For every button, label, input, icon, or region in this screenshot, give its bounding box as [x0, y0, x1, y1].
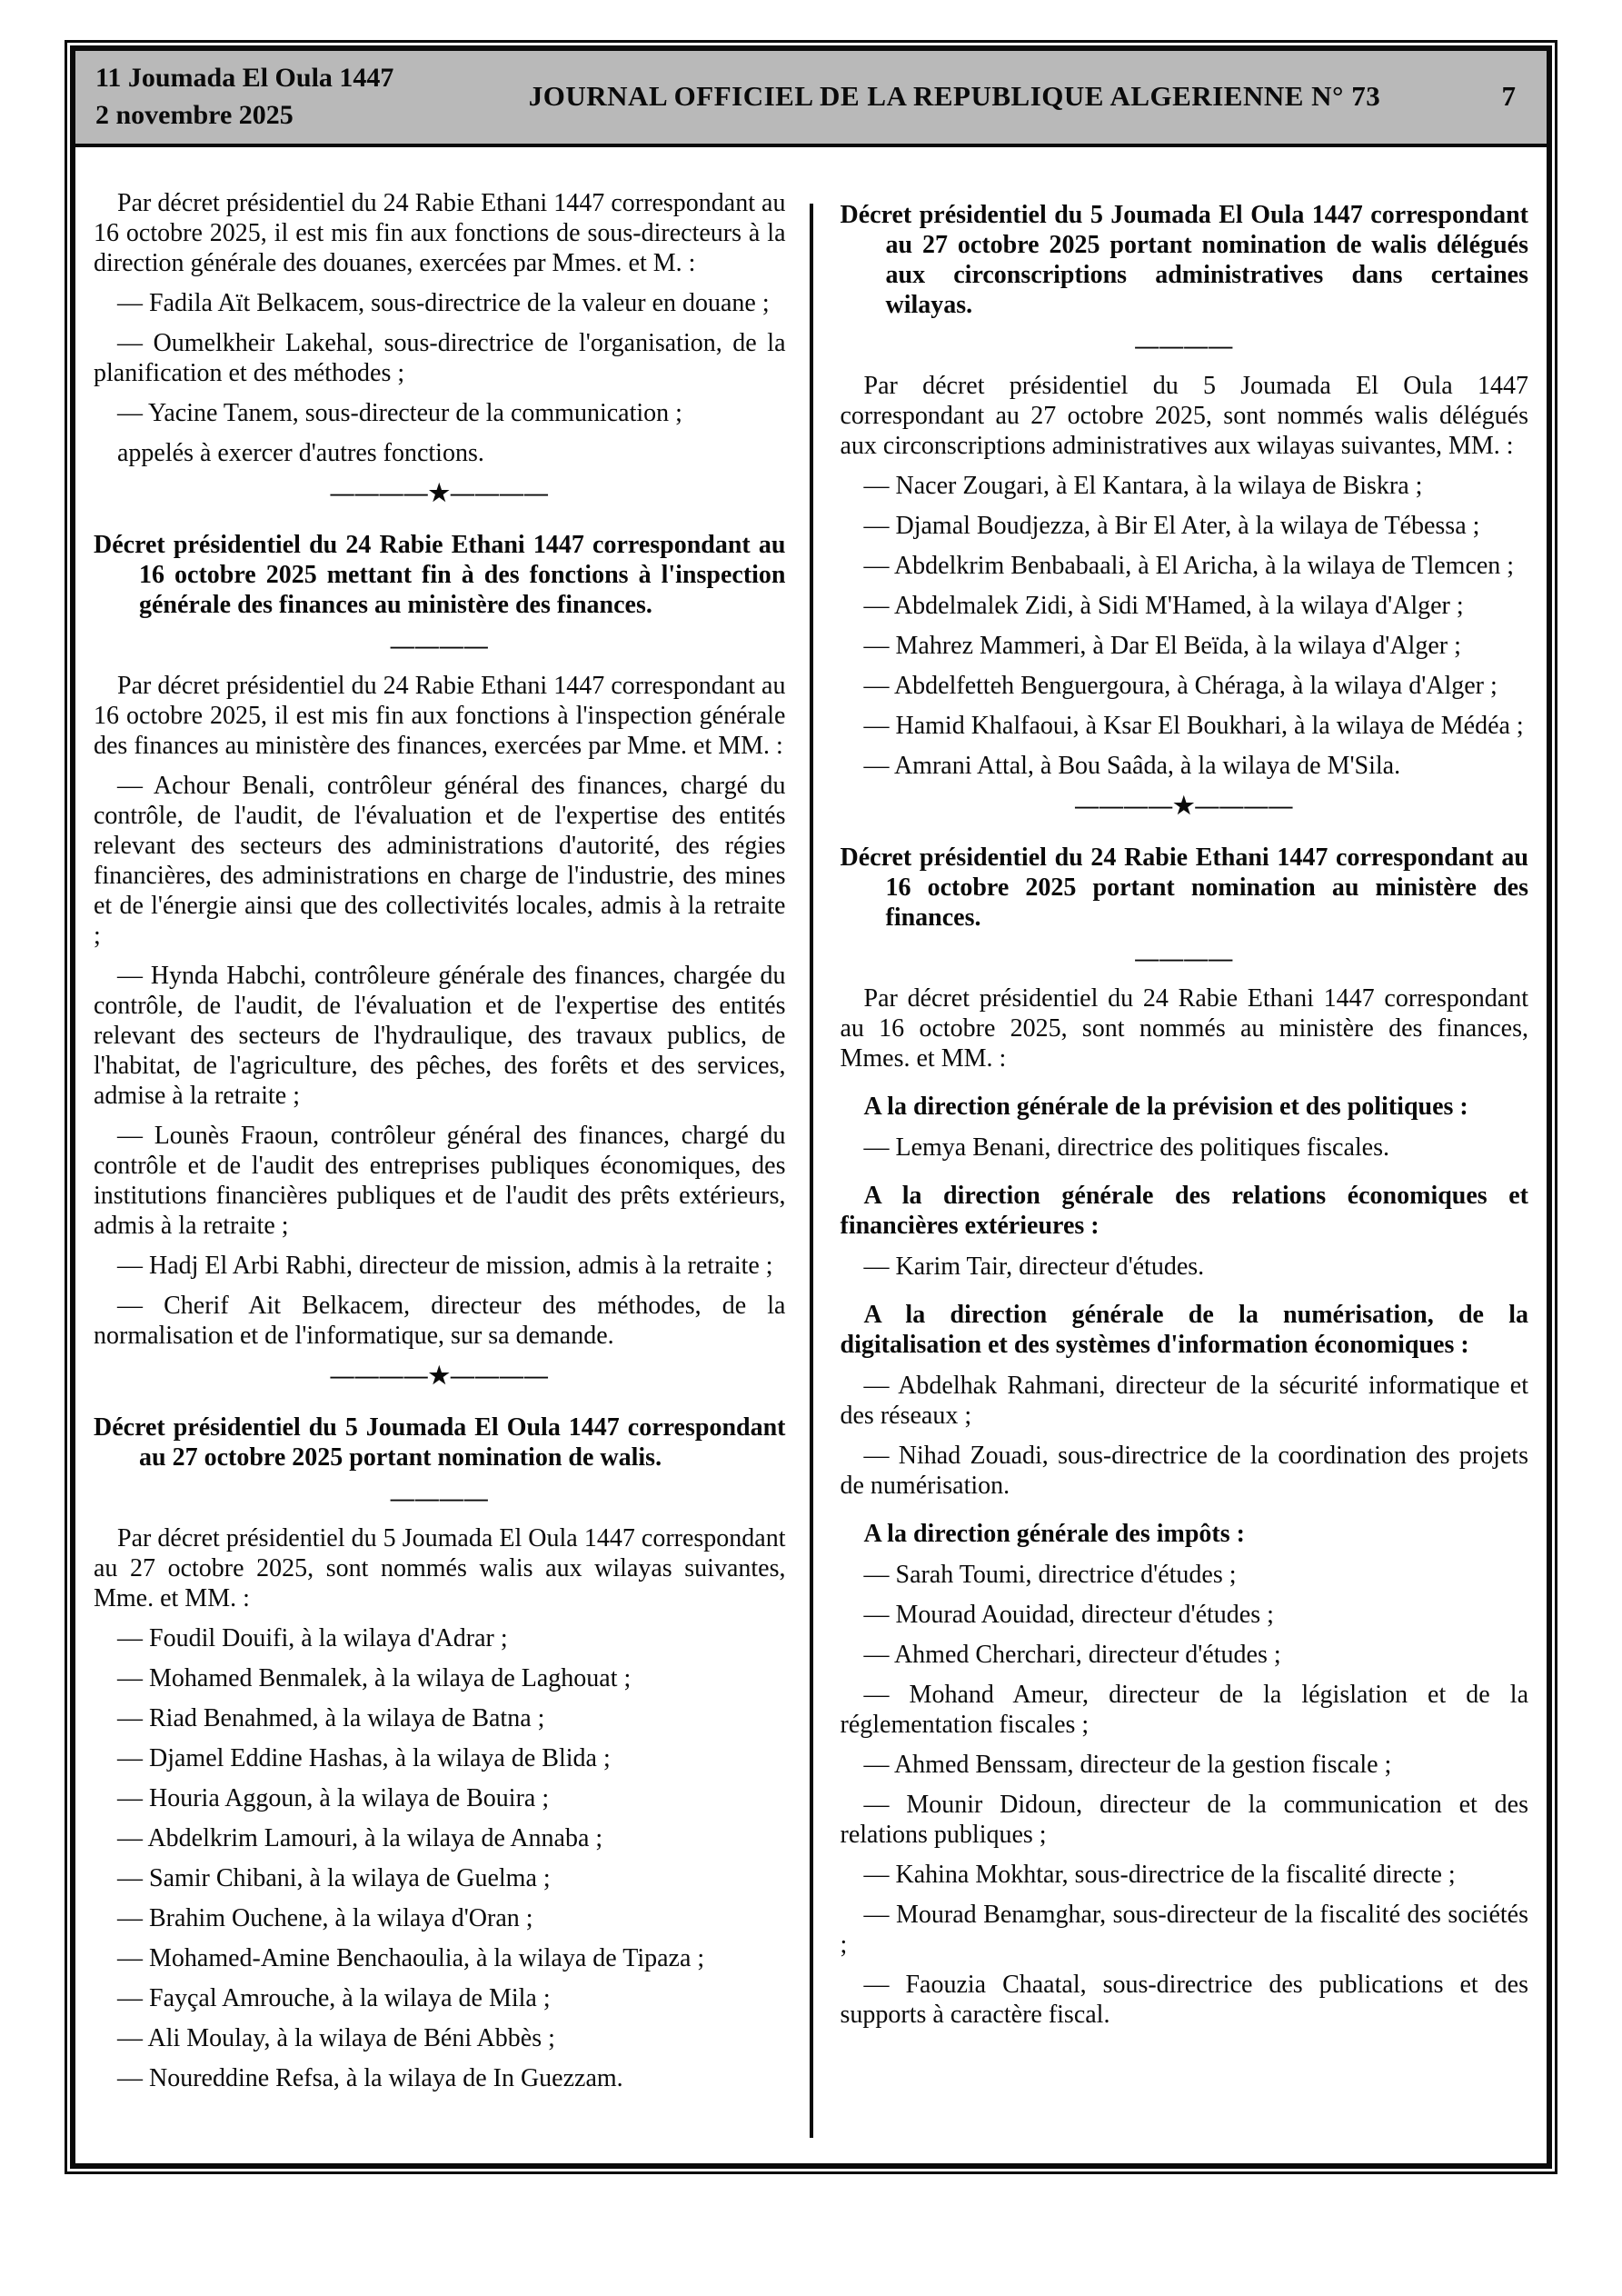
list-item: — Ahmed Benssam, directeur de la gestion fiscale ; [863, 1751, 1392, 1779]
list-item: — Djamel Eddine Hashas, à la wilaya de Blida ; [117, 1744, 611, 1772]
list-item: — Abdelfetteh Benguergoura, à Chéraga, à la wilaya d'Alger ; [863, 672, 1498, 700]
list-item: — Hamid Khalfaoui, à Ksar El Boukhari, à la wilaya de Médéa ; [863, 712, 1524, 740]
list-item: — Foudil Douifi, à la wilaya d'Adrar ; [117, 1624, 508, 1652]
list-item: — Amrani Attal, à Bou Saâda, à la wilaya de M'Sila. [863, 752, 1401, 780]
list-item: — Cherif Ait Belkacem, directeur des méthodes, de la normalisation et de l'informatique, sur sa demande. [94, 1292, 786, 1350]
list-item: — Mourad Benamghar, sous-directeur de la fiscalité des sociétés ; [840, 1901, 1528, 1959]
paragraph: Par décret présidentiel du 24 Rabie Ethani 1447 correspondant au 16 octobre 2025, il est mis fin aux fonctions à l'inspection générale des finances au ministère des finances, exercées par Mme. et MM. : [94, 672, 786, 760]
section-subheading: A la direction générale de la numérisation, de la digitalisation et des systèmes d'information économiques : [840, 1301, 1528, 1359]
list-item: — Abdelhak Rahmani, directeur de la sécurité informatique et des réseaux ; [840, 1372, 1528, 1430]
list-item: — Fayçal Amrouche, à la wilaya de Mila ; [117, 1984, 551, 2012]
hijri-date: 11 Joumada El Oula 1447 [95, 63, 394, 93]
list-item: — Ahmed Cherchari, directeur d'études ; [863, 1641, 1281, 1669]
list-item: — Nacer Zougari, à El Kantara, à la wilaya de Biskra ; [863, 472, 1423, 500]
list-item: — Riad Benahmed, à la wilaya de Batna ; [117, 1704, 545, 1732]
decree-heading: Décret présidentiel du 5 Joumada El Oula 1447 correspondant au 27 octobre 2025 portant nomination de walis. [94, 1413, 786, 1472]
list-item: — Mohamed Benmalek, à la wilaya de Laghouat ; [117, 1664, 632, 1692]
decree-heading: Décret présidentiel du 24 Rabie Ethani 1447 correspondant au 16 octobre 2025 portant nomination au ministère des finances. [840, 844, 1528, 932]
list-item: — Mourad Aouidad, directeur d'études ; [863, 1601, 1274, 1629]
separator-dash: ———— [1135, 333, 1234, 359]
list-item: — Brahim Ouchene, à la wilaya d'Oran ; [117, 1904, 533, 1932]
column-divider [810, 204, 813, 2138]
list-item: — Sarah Toumi, directrice d'études ; [863, 1561, 1237, 1589]
list-item: — Lounès Fraoun, contrôleur général des finances, chargé du contrôle et de l'audit des entreprises publiques économiques, des institutions financières publiques et de l'audit des prêts extérieurs, admis à la retraite ; [94, 1122, 786, 1240]
section-subheading: A la direction générale des relations économiques et financières extérieures : [840, 1182, 1528, 1240]
page-frame-inner [70, 45, 1552, 2169]
right-column [811, 178, 1529, 2040]
list-item: — Hynda Habchi, contrôleure générale des finances, chargée du contrôle, de l'audit, de l'évaluation et de l'expertise des entités relevant des secteurs de l'hydraulique, des travaux publics, de l'habitat, de l'agriculture, des pêches, des forêts et des services, admise à la retraite ; [94, 962, 786, 1110]
list-item: — Fadila Aït Belkacem, sous-directrice de la valeur en douane ; [117, 289, 770, 317]
journal-title: JOURNAL OFFICIEL DE LA REPUBLIQUE ALGERIENNE N° 73 [528, 80, 1381, 112]
separator-dash: ———— [390, 633, 489, 659]
list-item: — Samir Chibani, à la wilaya de Guelma ; [117, 1864, 551, 1892]
list-item: — Djamal Boudjezza, à Bir El Ater, à la wilaya de Tébessa ; [863, 512, 1480, 540]
left-column [94, 178, 811, 2103]
list-item: — Nihad Zouadi, sous-directrice de la coordination des projets de numérisation. [840, 1442, 1528, 1500]
list-item: — Mahrez Mammeri, à Dar El Beïda, à la wilaya d'Alger ; [863, 632, 1461, 660]
list-item: — Abdelmalek Zidi, à Sidi M'Hamed, à la wilaya d'Alger ; [863, 592, 1464, 620]
paragraph: Par décret présidentiel du 5 Joumada El Oula 1447 correspondant au 27 octobre 2025, sont nommés walis aux wilayas suivantes, Mme. et MM. : [94, 1524, 786, 1612]
separator-dash: ———— [390, 1485, 489, 1512]
list-item: — Achour Benali, contrôleur général des finances, chargé du contrôle, de l'audit, de l'évaluation et de l'expertise des entités relevant des secteurs des administrations d'autorité, des régies financières, des administrations en charge de l'industrie, des mines et de l'énergie ainsi que des collectivités locales, admis à la retraite ; [94, 772, 786, 950]
list-item: — Mounir Didoun, directeur de la communication et des relations publiques ; [840, 1791, 1528, 1849]
list-item: — Karim Tair, directeur d'études. [863, 1253, 1205, 1281]
page-number: 7 [1501, 80, 1516, 112]
list-item: — Lemya Benani, directrice des politiques fiscales. [863, 1133, 1389, 1162]
page-frame [65, 40, 1557, 2174]
list-item: — Ali Moulay, à la wilaya de Béni Abbès ; [117, 2024, 555, 2052]
paragraph: Par décret présidentiel du 24 Rabie Ethani 1447 correspondant au 16 octobre 2025, il est mis fin aux fonctions de sous-directeurs à la direction générale des douanes, exercées par Mmes. et M. : [94, 189, 786, 277]
decree-heading: Décret présidentiel du 24 Rabie Ethani 1447 correspondant au 16 octobre 2025 mettant fin à des fonctions à l'inspection générale des finances au ministère des finances. [94, 531, 786, 619]
page-content [75, 147, 1547, 2163]
separator-star: ————★———— [1075, 793, 1294, 819]
list-item: — Yacine Tanem, sous-directeur de la communication ; [117, 399, 682, 427]
list-item: — Abdelkrim Benbabaali, à El Aricha, à la wilaya de Tlemcen ; [863, 552, 1515, 580]
section-subheading: A la direction générale de la prévision et des politiques : [863, 1093, 1468, 1121]
issue-dates [95, 59, 459, 134]
separator-dash: ———— [1135, 945, 1234, 972]
list-item: — Hadj El Arbi Rabhi, directeur de mission, admis à la retraite ; [117, 1252, 773, 1280]
separator-star: ————★———— [330, 480, 549, 506]
list-item: — Abdelkrim Lamouri, à la wilaya de Annaba ; [117, 1824, 603, 1852]
list-item: — Mohand Ameur, directeur de la législation et de la réglementation fiscales ; [840, 1681, 1528, 1739]
paragraph: Par décret présidentiel du 24 Rabie Ethani 1447 correspondant au 16 octobre 2025, sont nommés au ministère des finances, Mmes. et MM. : [840, 984, 1528, 1073]
list-item: appelés à exercer d'autres fonctions. [117, 439, 484, 467]
list-item: — Kahina Mokhtar, sous-directrice de la fiscalité directe ; [863, 1861, 1456, 1889]
section-subheading: A la direction générale des impôts : [863, 1520, 1245, 1548]
gregorian-date: 2 novembre 2025 [95, 100, 294, 130]
separator-star: ————★———— [330, 1363, 549, 1389]
list-item: — Oumelkheir Lakehal, sous-directrice de l'organisation, de la planification et des méthodes ; [94, 329, 786, 387]
list-item: — Mohamed-Amine Benchaoulia, à la wilaya de Tipaza ; [117, 1944, 705, 1972]
decree-heading: Décret présidentiel du 5 Joumada El Oula 1447 correspondant au 27 octobre 2025 portant nomination de walis délégués aux circonscriptions administratives dans certaines wilayas. [840, 201, 1528, 319]
paragraph: Par décret présidentiel du 5 Joumada El Oula 1447 correspondant au 27 octobre 2025, sont nommés walis délégués aux circonscriptions administratives aux wilayas suivantes, MM. : [840, 372, 1528, 460]
page-header [75, 51, 1547, 147]
list-item: — Noureddine Refsa, à la wilaya de In Guezzam. [117, 2064, 623, 2092]
list-item: — Houria Aggoun, à la wilaya de Bouira ; [117, 1784, 550, 1812]
list-item: — Faouzia Chaatal, sous-directrice des publications et des supports à caractère fiscal. [840, 1971, 1528, 2029]
